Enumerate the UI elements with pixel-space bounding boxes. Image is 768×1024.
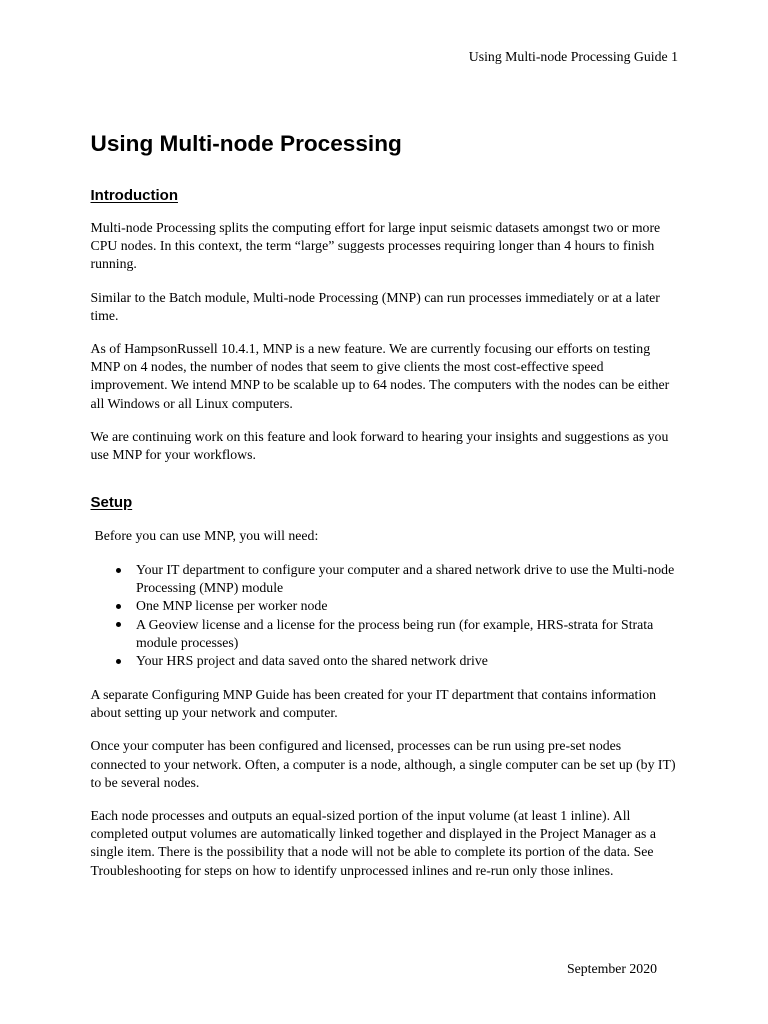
intro-paragraph-2: Similar to the Batch module, Multi-node Processing (MNP) can run processes immediately or at a later time. bbox=[90, 289, 660, 323]
requirement-item-2 bbox=[136, 597, 678, 615]
document-body bbox=[91, 187, 679, 895]
requirement-item-3 bbox=[136, 616, 678, 652]
section-heading-introduction: Introduction bbox=[90, 187, 178, 204]
setup-lead-in: Before you can use MNP, you will need: bbox=[94, 528, 319, 544]
requirement-item-1 bbox=[136, 561, 678, 597]
bullet-icon bbox=[116, 568, 121, 573]
requirement-text-1: Your IT department to configure your computer and a shared network drive to use the Multi-node Processing (MNP) module bbox=[136, 562, 675, 596]
running-header bbox=[469, 48, 678, 66]
setup-paragraph-2: Once your computer has been configured and licensed, processes can be run using pre-set nodes connected to your network. Often, a computer is a node, although, a single computer can be set up (by IT) to be several nodes. bbox=[90, 738, 676, 790]
setup-paragraph-1: A separate Configuring MNP Guide has been created for your IT department that contains information about setting up your network and computer. bbox=[90, 687, 657, 721]
requirement-text-2: One MNP license per worker node bbox=[136, 598, 328, 614]
requirements-list bbox=[91, 561, 679, 670]
document-title: Using Multi-node Processing bbox=[90, 130, 402, 156]
requirement-item-4 bbox=[136, 652, 678, 670]
requirement-text-4: Your HRS project and data saved onto the shared network drive bbox=[136, 653, 488, 669]
running-header-title: Using Multi-node Processing Guide bbox=[468, 49, 668, 64]
requirement-text-3: A Geoview license and a license for the process being run (for example, HRS-strata for Strata module processes) bbox=[136, 616, 654, 650]
section-heading-setup: Setup bbox=[90, 494, 133, 512]
intro-paragraph-4: We are continuing work on this feature and look forward to hearing your insights and suggestions as you use MNP for your workflows. bbox=[90, 428, 669, 463]
setup-paragraph-3: Each node processes and outputs an equal-sized portion of the input volume (at least 1 inline). All completed output volumes are automatically linked together and displayed in the Project Manager as a single item. There is the possibility that a node will not be able to complete its portion of the data. See Troubleshooting for steps on how to identify unprocessed inlines and re-run only those inlines. bbox=[90, 808, 656, 878]
intro-paragraph-1: Multi-node Processing splits the computing effort for large input seismic datasets amongst two or more CPU nodes. In this context, the term “large” suggests processes requiring longer than 4 hours to finish running. bbox=[90, 220, 661, 272]
bullet-icon bbox=[116, 622, 121, 627]
bullet-icon bbox=[116, 604, 121, 609]
intro-paragraph-3: As of HampsonRussell 10.4.1, MNP is a new feature. We are currently focusing our efforts on testing MNP on 4 nodes, the number of nodes that seem to give clients the most cost-effective speed improvement. We intend MNP to be scalable up to 64 nodes. The computers with the nodes can be either all Windows or all Linux computers. bbox=[90, 341, 670, 411]
bullet-icon bbox=[116, 659, 121, 664]
page-number: 1 bbox=[671, 49, 678, 64]
footer-date: September 2020 bbox=[566, 961, 657, 976]
